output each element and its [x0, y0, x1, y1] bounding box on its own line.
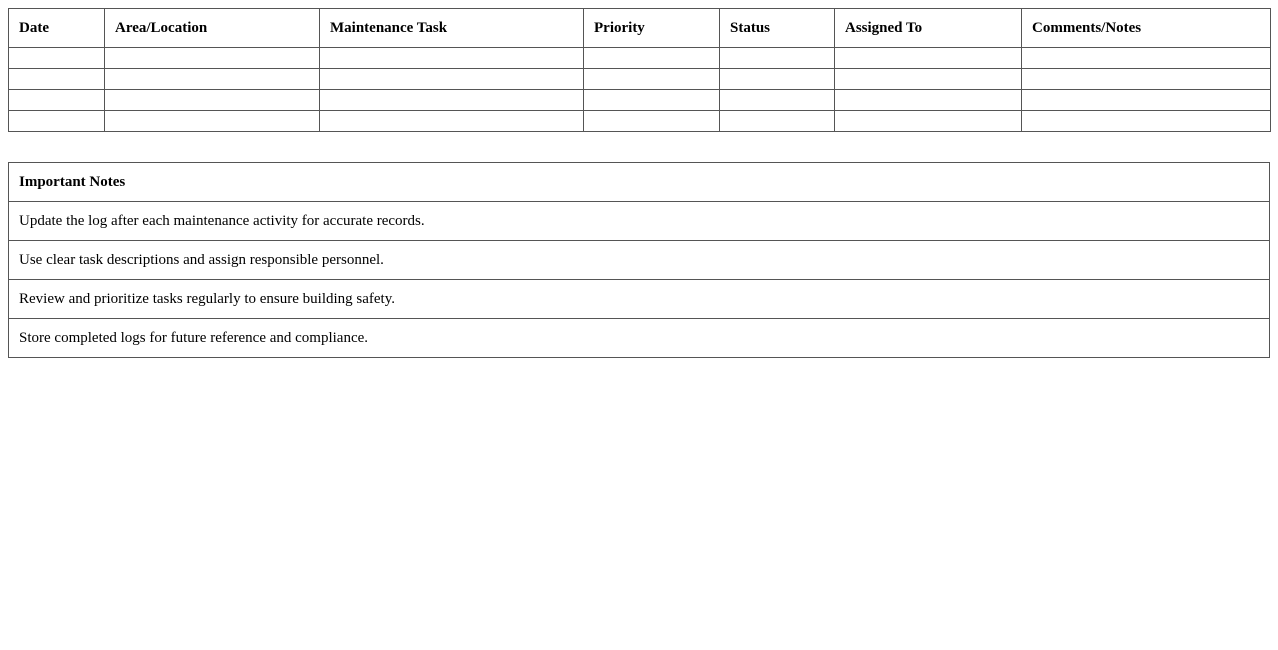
cell-assigned-to[interactable]: [835, 69, 1022, 90]
cell-area-location[interactable]: [105, 69, 320, 90]
cell-comments-notes[interactable]: [1022, 90, 1271, 111]
cell-comments-notes[interactable]: [1022, 69, 1271, 90]
header-comments-notes: Comments/Notes: [1022, 9, 1271, 48]
page-content: [8, 8, 1270, 358]
note-row: [9, 319, 1270, 358]
note-row: [9, 202, 1270, 241]
cell-assigned-to[interactable]: [835, 111, 1022, 132]
cell-maintenance-task[interactable]: [320, 69, 584, 90]
cell-area-location[interactable]: [105, 48, 320, 69]
cell-area-location[interactable]: [105, 90, 320, 111]
cell-comments-notes[interactable]: [1022, 111, 1271, 132]
cell-status[interactable]: [720, 90, 835, 111]
table-row: [9, 48, 1271, 69]
notes-title: Important Notes: [9, 163, 1270, 202]
header-priority: Priority: [584, 9, 720, 48]
cell-area-location[interactable]: [105, 111, 320, 132]
header-assigned-to: Assigned To: [835, 9, 1022, 48]
cell-date[interactable]: [9, 48, 105, 69]
header-maintenance-task: Maintenance Task: [320, 9, 584, 48]
note-item: Store completed logs for future reference and compliance.: [9, 319, 1270, 358]
table-row: [9, 111, 1271, 132]
cell-status[interactable]: [720, 111, 835, 132]
note-item: Update the log after each maintenance activity for accurate records.: [9, 202, 1270, 241]
note-item: Use clear task descriptions and assign responsible personnel.: [9, 241, 1270, 280]
cell-comments-notes[interactable]: [1022, 48, 1271, 69]
important-notes-table: [8, 162, 1270, 358]
note-item: Review and prioritize tasks regularly to ensure building safety.: [9, 280, 1270, 319]
cell-priority[interactable]: [584, 90, 720, 111]
header-status: Status: [720, 9, 835, 48]
notes-header-row: [9, 163, 1270, 202]
cell-priority[interactable]: [584, 111, 720, 132]
cell-status[interactable]: [720, 48, 835, 69]
header-date: Date: [9, 9, 105, 48]
table-row: [9, 90, 1271, 111]
cell-priority[interactable]: [584, 48, 720, 69]
table-row: [9, 69, 1271, 90]
cell-maintenance-task[interactable]: [320, 48, 584, 69]
cell-date[interactable]: [9, 111, 105, 132]
cell-date[interactable]: [9, 69, 105, 90]
cell-assigned-to[interactable]: [835, 48, 1022, 69]
cell-priority[interactable]: [584, 69, 720, 90]
header-area-location: Area/Location: [105, 9, 320, 48]
table-header-row: [9, 9, 1271, 48]
maintenance-log-table: [8, 8, 1271, 132]
note-row: [9, 241, 1270, 280]
cell-maintenance-task[interactable]: [320, 111, 584, 132]
cell-status[interactable]: [720, 69, 835, 90]
cell-date[interactable]: [9, 90, 105, 111]
note-row: [9, 280, 1270, 319]
cell-maintenance-task[interactable]: [320, 90, 584, 111]
cell-assigned-to[interactable]: [835, 90, 1022, 111]
